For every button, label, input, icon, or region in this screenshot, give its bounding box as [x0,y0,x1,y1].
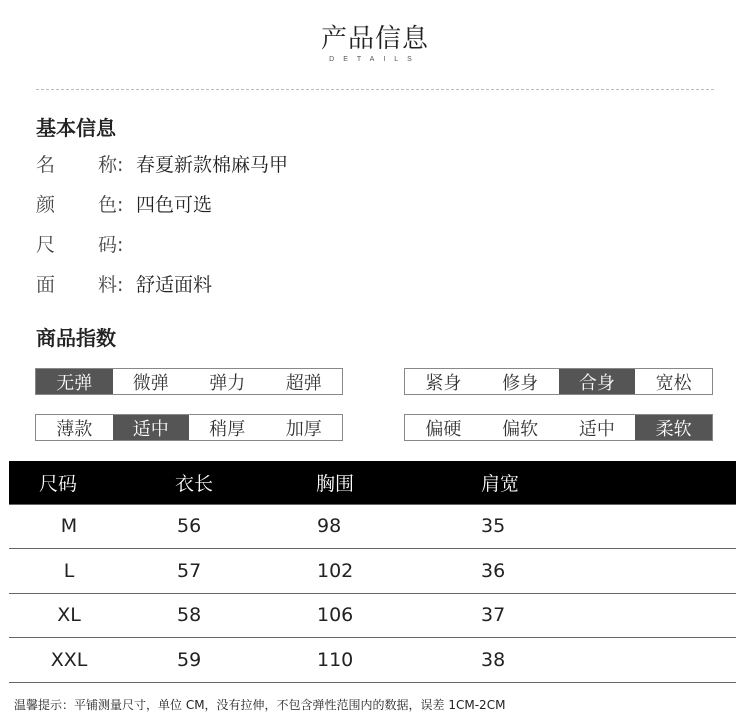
header-divider [36,89,714,90]
table-cell: L [9,549,129,594]
table-cell: 58 [129,593,274,638]
scale-option: 薄款 [56,418,93,440]
table-cell: 57 [129,549,274,594]
size-table [9,461,736,683]
scale-fit [404,368,713,395]
label-char: 称: [98,153,124,176]
measurement-note: 温馨提示：平铺测量尺寸，单位 CM，没有拉伸，不包含弹性范围内的数据，误差 1CM-2CM [14,698,506,712]
label-char: 颜 [36,193,56,216]
scale-option: 紧身 [425,372,462,394]
table-cell: 59 [129,638,274,683]
basic-info-title: 基本信息 [36,116,116,140]
table-cell: M [9,504,129,549]
info-label [36,190,136,217]
info-value: 舒适面料 [136,273,213,296]
table-row [9,504,736,549]
table-cell: 38 [429,638,736,683]
info-label [36,270,136,297]
scale-softness [404,414,713,441]
scale-option: 微弹 [132,372,169,394]
scale-option: 宽松 [655,372,692,394]
table-cell: XL [9,593,129,638]
scale-thickness [35,414,343,441]
table-row [9,638,736,683]
scale-elasticity [35,368,343,395]
label-char: 料: [98,273,124,296]
info-row-size [36,228,136,258]
table-header-cell: 肩宽 [429,461,736,504]
info-value: 四色可选 [136,193,213,216]
scale-option: 加厚 [285,418,322,440]
table-row [9,549,736,594]
info-row-color [36,188,212,218]
table-cell: 37 [429,593,736,638]
table-cell: XXL [9,638,129,683]
page-title: 产品信息 [320,24,429,54]
scale-option: 弹力 [209,372,246,394]
label-char: 色: [98,193,124,216]
label-char: 尺 [36,233,56,256]
table-cell: 35 [429,504,736,549]
info-row-name [36,148,288,178]
scale-option: 修身 [502,372,539,394]
scale-option: 稍厚 [209,418,246,440]
info-value: 春夏新款棉麻马甲 [136,153,289,176]
page-subtitle: DETAILS [329,56,421,63]
scale-option-selected: 柔软 [635,415,712,440]
scale-option: 适中 [578,418,615,440]
table-cell: 110 [274,638,429,683]
table-row [9,593,736,638]
scale-option: 偏软 [502,418,539,440]
table-header-cell: 尺码 [9,461,129,504]
table-cell: 106 [274,593,429,638]
label-char: 名 [36,153,56,176]
info-row-fabric [36,268,212,298]
table-cell: 98 [274,504,429,549]
table-cell: 36 [429,549,736,594]
scale-option: 偏硬 [425,418,462,440]
scale-option-selected: 适中 [113,415,190,440]
info-label [36,230,136,257]
table-header-row [9,461,736,504]
info-label [36,150,136,177]
table-cell: 102 [274,549,429,594]
product-index-title: 商品指数 [36,326,116,350]
scale-option-selected: 无弹 [36,369,113,394]
scale-option: 超弹 [285,372,322,394]
table-cell: 56 [129,504,274,549]
scale-option-selected: 合身 [559,369,636,394]
table-header-cell: 胸围 [274,461,429,504]
table-header-cell: 衣长 [129,461,274,504]
label-char: 码: [98,233,124,256]
label-char: 面 [36,273,56,296]
